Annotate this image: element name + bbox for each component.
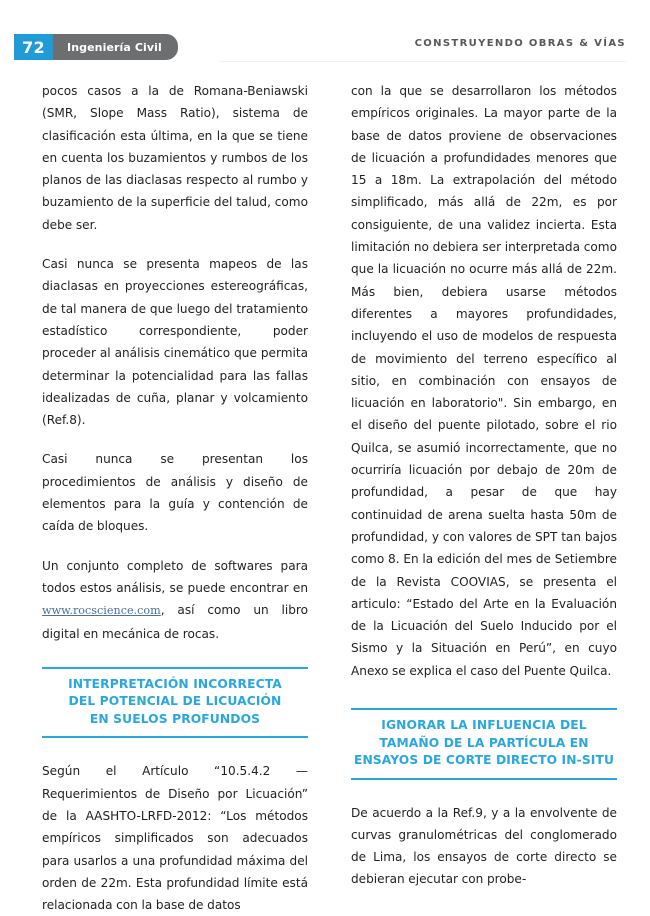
left-column: [42, 80, 308, 916]
paragraph: Según el Artículo “10.5.4.2 — Requerimientos de Diseño por Licuación” de la AASHTO-LRFD-2012: “Los métodos empíricos simplificados son adecuados para usarlos a una profundidad máxima del orden de 22m. Esta profundidad límite está relacionada con la base de datos: [42, 764, 308, 913]
header-slogan: CONSTRUYENDO OBRAS & VÍAS: [414, 38, 626, 49]
header-divider: [220, 61, 626, 62]
paragraph-text-before-link: Un conjunto completo de softwares para todos estos análisis, se puede encontrar en: [42, 558, 308, 595]
rocscience-link[interactable]: www.rocscience.com: [42, 604, 161, 618]
paragraph-text-after-link: , así como un libro digital en mecánica de rocas.: [42, 603, 308, 641]
heading-line: IGNORAR LA INFLUENCIA DEL: [381, 718, 587, 733]
two-column-body: [0, 80, 650, 916]
heading-line: INTERPRETACIÓN INCORRECTA: [68, 676, 282, 691]
paragraph: Casi nunca se presentan los procedimientos de análisis y diseño de elementos para la guía y contención de caída de bloques.: [42, 452, 308, 534]
paragraph-with-link: [42, 555, 308, 645]
heading-line: TAMAÑO DE LA PARTÍCULA EN: [379, 735, 589, 750]
right-column: [351, 80, 617, 916]
heading-line: ENSAYOS DE CORTE DIRECTO IN-SITU: [353, 753, 615, 768]
page-header: [0, 0, 650, 78]
paragraph: con la que se desarrollaron los métodos empíricos originales. La mayor parte de la base de datos proviene de observaciones de licuación a profundidades menores que 15 a 18m. La extrapolación del método simplificado, más allá de 22m, es por consiguiente, de una validez incierta. Esta limitación no debiera ser interpretada como que la licuación no ocurre más allá de 22m. Más bien, debiera usarse métodos diferentes a mayores profundidades, incluyendo el uso de modelos de respuesta de movimiento del terreno específico al sitio, en combinación con ensayos de licuación en laboratorio". Sin embargo, en el diseño del puente pilotado, sobre el rio Quilca, se asumió incorrectamente, que no ocurriría licuación por debajo de 20m de profundidad, a pesar de que hay continuidad de arena suelta hasta 50m de profundidad, y con valores de SPT tan bajos como 8. En la edición del mes de Setiembre de la Revista COOVIAS, se presenta el articulo: “Estado del Arte en la Evaluación de la Licuación del Suelo Inducido por el Sismo y la Situación en Perú”, en cuyo Anexo se explica el caso del Puente Quilca.: [351, 84, 617, 678]
paragraph: Casi nunca se presenta mapeos de las diaclasas en proyecciones estereográficas, de tal manera de que luego del tratamiento estadístico correspondiente, poder proceder al análisis cinemático que permita determinar la potencialidad para las fallas idealizadas de cuña, planar y volcamiento (Ref.8).: [42, 257, 308, 428]
paragraph: De acuerdo a la Ref.9, y a la envolvente de curvas granulométricas del conglomerado de Lima, los ensayos de corte directo se debieran ejecutar con probe-: [351, 805, 617, 887]
magazine-section-tab: Ingeniería Civil: [53, 34, 178, 60]
paragraph: pocos casos a la de Romana-Beniawski (SMR, Slope Mass Ratio), sistema de clasificación esta última, en la que se tiene en cuenta los buzamientos y rumbos de los planos de las diaclasas respecto al rumbo y buzamiento de la superficie del talud, como debe ser.: [42, 84, 308, 232]
heading-line: DEL POTENCIAL DE LICUACIÓN: [68, 694, 282, 709]
page-number-badge: 72: [14, 34, 53, 60]
section-heading-licuacion: [42, 667, 308, 739]
section-heading-corte-directo: [351, 708, 617, 780]
heading-line: EN SUELOS PROFUNDOS: [89, 711, 261, 726]
